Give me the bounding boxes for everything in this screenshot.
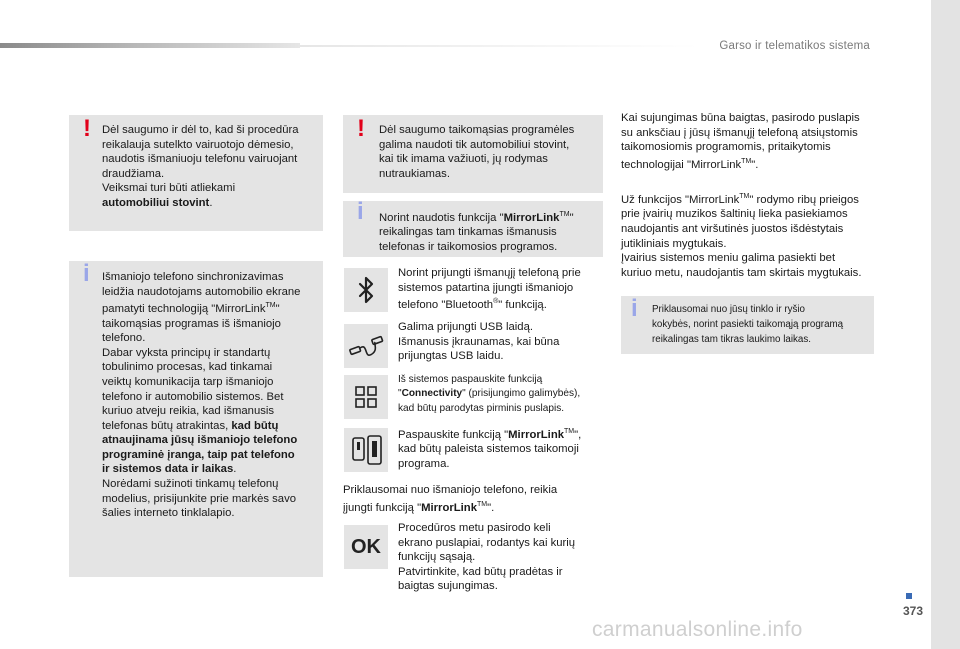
mirrorlink-note: Priklausomai nuo išmaniojo telefono, reikia įjungti funkciją "MirrorLink™". [343,484,558,514]
usb-cable-icon [344,324,388,368]
text-line: Veiksmai turi būti atliekami [102,182,236,195]
middle-info-box [343,198,603,257]
text-line: telefono ir automobilio sistemos. Bet [102,390,284,403]
warning-icon: ! [357,115,365,142]
text-line: telefonas būtų atrakintas, kad būtų [102,419,279,432]
mirrorlink-step-text: Paspauskite funkciją "MirrorLink™", kad būtų paleista sistemos taikomoji programa. [398,428,582,470]
text-line: Priklausomai nuo jūsų tinklo ir ryšio [652,304,805,315]
page-edge-strip [931,0,960,649]
ok-step-text: Procedūros metu pasirodo keli ekrano puslapiai, rodantys kai kurių funkcijų sąsają. Patvirtinkite, kad būtų pradėtas ir baigtas sujungimas. [398,522,576,593]
connectivity-grid-icon [344,375,388,419]
text-line: reikalauja sutelkto vairuotojo dėmesio, [102,138,294,151]
text-line: taikomąsias programas iš išmaniojo [102,317,281,330]
watermark: carmanualsonline.info [592,618,803,641]
text-line: telefonas ir taikomosios programos. [379,240,558,253]
page-header-title: Garso ir telematikos sistema [719,40,870,52]
text-line: Dėl saugumo ir dėl to, kad ši procedūra [102,124,299,136]
mirrorlink-phone-icon [344,428,388,472]
text-line: naudotis išmaniuoju telefonu vairuojant [102,153,298,166]
left-info-box [69,261,323,577]
text-line: programinė įranga, taip pat telefono [102,448,295,461]
text-line: draudžiama. [102,167,165,180]
bluetooth-step-text: Norint prijungti išmanųjį telefoną prie sistemos patartina įjungti išmaniojo telefono "Bluetooth®" funkciją. [398,267,581,311]
text-line: Norint naudotis funkcija "MirrorLink™" [379,211,574,224]
text-line: ir sistemos data ir laikas. [102,463,237,476]
text-line: kuriuo atveju reikia, kad išmanusis [102,405,275,418]
text-line: kai tik imama važiuoti, jų rodymas [379,153,548,166]
text-line: nutraukiamas. [379,167,450,180]
right-info-box [621,296,874,354]
bluetooth-icon [344,268,388,312]
text-line: veiktų komunikacija tarp išmaniojo [102,375,274,388]
usb-step-text: Galima prijungti USB laidą. Išmanusis įkraunamas, kai būna prijungtas USB laidu. [398,321,560,363]
connectivity-step-text: Iš sistemos paspauskite funkciją "Connectivity" (prisijungimo galimybės), kad būtų parodytas pirminis puslapis. [398,374,581,414]
text-line: telefono. [102,332,146,345]
header-rule [0,43,300,48]
info-icon: i [83,260,90,287]
ok-button-icon: OK [344,525,388,569]
text-line: Norėdami sužinoti tinkamų telefonų [102,478,279,491]
left-warning-box [69,115,323,231]
right-paragraph-2: Už funkcijos "MirrorLink™" rodymo ribų prieigos prie įvairių muzikos šaltinių lieka pasiekiamos naudojantis ant viršutinės juostos išdėstytais jutikliniais mygtukais. Įvairius sistemos meniu galima pasiekti bet kuriuo metu, naudojantis tam skirtais mygtukais. [621,193,862,279]
middle-warning-box [343,115,603,193]
text-line: leidžia naudotojams automobilio ekrane [102,285,301,298]
page-marker [906,593,912,599]
text-line: Dabar vyksta principų ir standartų [102,346,271,359]
text-line: atnaujinama jūsų išmaniojo telefono [102,434,298,447]
text-line: kokybės, norint pasiekti taikomąją programą [652,319,844,330]
warning-icon: ! [83,115,91,142]
text-line: pamatyti technologiją "MirrorLink™" [102,302,280,315]
text-line: reikalingas tam tinkamas išmanusis [379,226,557,239]
text-line: šalies interneto tinklalapio. [102,507,235,520]
text-line: tobulinimo procesas, kad tinkamai [102,361,273,374]
text-line: Išmaniojo telefono sinchronizavimas [102,271,284,283]
text-line: Dėl saugumo taikomąsias programėles [379,124,575,136]
text-line: reikalingas tam tikras laukimo laikas. [652,334,811,345]
text-line: automobiliui stovint. [102,196,213,209]
header-rule-fade [300,45,700,47]
text-line: modelius, prisijunkite prie markės savo [102,492,297,505]
right-paragraph-1: Kai sujungimas būna baigtas, pasirodo puslapis su anksčiau į jūsų išmanųjį telefoną atsiųstomis taikomosiomis programomis, pritaikytomis technologijai "MirrorLink™". [621,112,860,171]
info-icon: i [631,295,638,322]
info-icon: i [357,198,364,225]
page-number: 373 [903,604,924,618]
text-line: galima naudoti tik automobiliui stovint, [379,138,570,151]
